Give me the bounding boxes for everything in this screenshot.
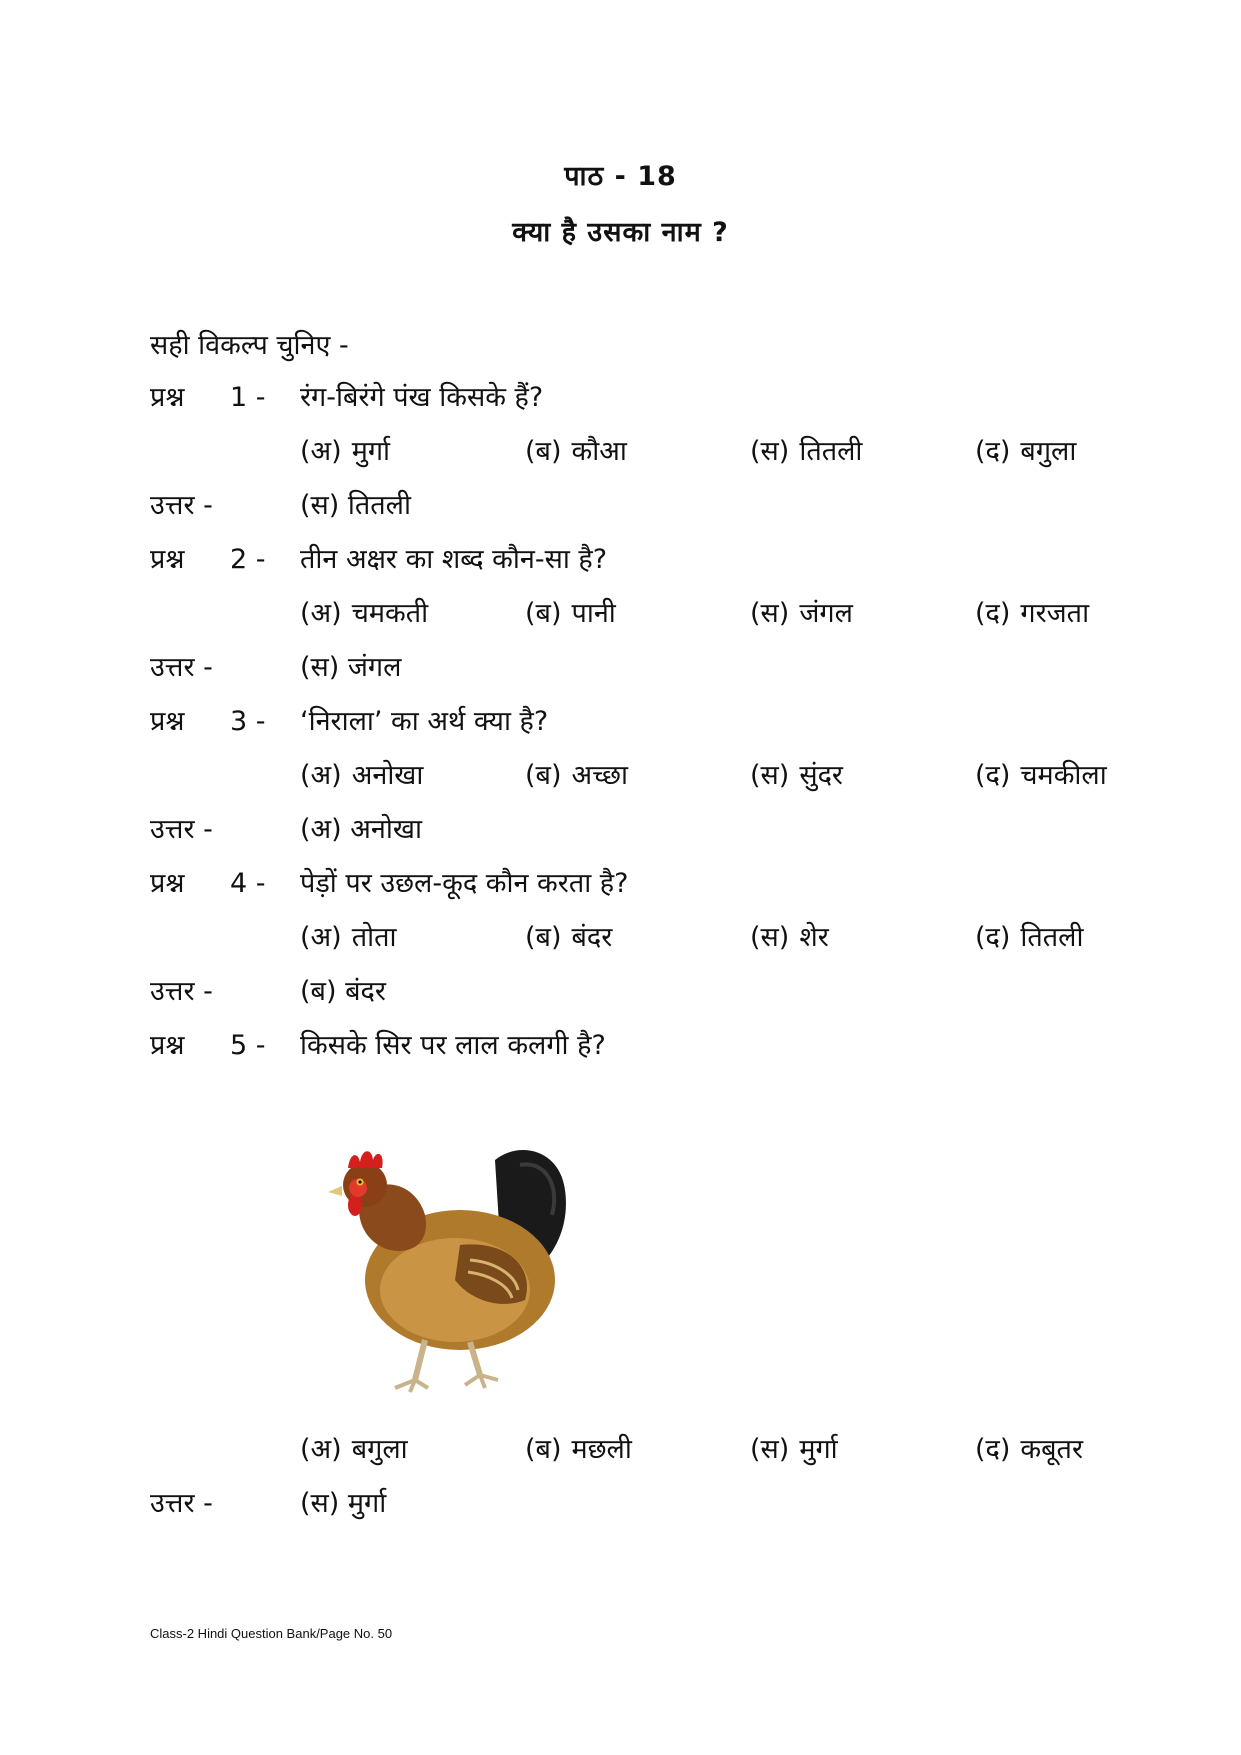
answer-label: उत्तर -	[150, 652, 213, 683]
question-text: किसके सिर पर लाल कलगी है?	[300, 1030, 606, 1061]
option-a: (अ) चमकती	[300, 598, 429, 629]
option-b: (ब) पानी	[525, 598, 616, 629]
option-c: (स) जंगल	[750, 598, 853, 629]
answer-label: उत्तर -	[150, 976, 213, 1007]
option-d: (द) बगुला	[975, 436, 1077, 467]
answer-text: (अ) अनोखा	[300, 814, 422, 845]
answer-text: (स) जंगल	[300, 652, 402, 683]
option-c: (स) मुर्गा	[750, 1434, 838, 1465]
answer-text: (स) तितली	[300, 490, 411, 521]
option-d: (द) चमकीला	[975, 760, 1107, 791]
question-number: 5 -	[230, 1030, 266, 1061]
option-a: (अ) बगुला	[300, 1434, 408, 1465]
lesson-title: क्या है उसका नाम ?	[512, 217, 729, 248]
option-a: (अ) तोता	[300, 922, 397, 953]
question-label: प्रश्न	[150, 544, 185, 575]
option-a: (अ) मुर्गा	[300, 436, 391, 467]
question-number: 2 -	[230, 544, 266, 575]
question-text: ‘निराला’ का अर्थ क्या है?	[300, 706, 549, 737]
answer-label: उत्तर -	[150, 490, 213, 521]
hen-illustration-icon	[320, 1130, 590, 1400]
answer-text: (स) मुर्गा	[300, 1488, 387, 1519]
question-text: रंग-बिरंगे पंख किसके हैं?	[300, 382, 544, 413]
answer-label: उत्तर -	[150, 1488, 213, 1519]
question-number: 3 -	[230, 706, 266, 737]
question-text: पेड़ों पर उछल-कूद कौन करता है?	[300, 868, 629, 899]
option-d: (द) गरजता	[975, 598, 1090, 629]
lesson-number: पाठ - 18	[564, 161, 677, 192]
instruction-text: सही विकल्प चुनिए -	[150, 330, 349, 361]
page-footer: Class-2 Hindi Question Bank/Page No. 50	[150, 1626, 393, 1641]
option-b: (ब) मछली	[525, 1434, 632, 1465]
question-number: 4 -	[230, 868, 266, 899]
answer-label: उत्तर -	[150, 814, 213, 845]
option-c: (स) तितली	[750, 436, 863, 467]
option-b: (ब) अच्छा	[525, 760, 628, 791]
question-label: प्रश्न	[150, 706, 185, 737]
question-label: प्रश्न	[150, 1030, 185, 1061]
question-label: प्रश्न	[150, 868, 185, 899]
option-a: (अ) अनोखा	[300, 760, 424, 791]
option-d: (द) तितली	[975, 922, 1084, 953]
option-b: (ब) बंदर	[525, 922, 613, 953]
answer-text: (ब) बंदर	[300, 976, 386, 1007]
option-b: (ब) कौआ	[525, 436, 627, 467]
option-c: (स) शेर	[750, 922, 829, 953]
option-c: (स) सुंदर	[750, 760, 843, 791]
option-d: (द) कबूतर	[975, 1434, 1083, 1465]
question-number: 1 -	[230, 382, 266, 413]
question-text: तीन अक्षर का शब्द कौन-सा है?	[300, 544, 608, 575]
question-label: प्रश्न	[150, 382, 185, 413]
